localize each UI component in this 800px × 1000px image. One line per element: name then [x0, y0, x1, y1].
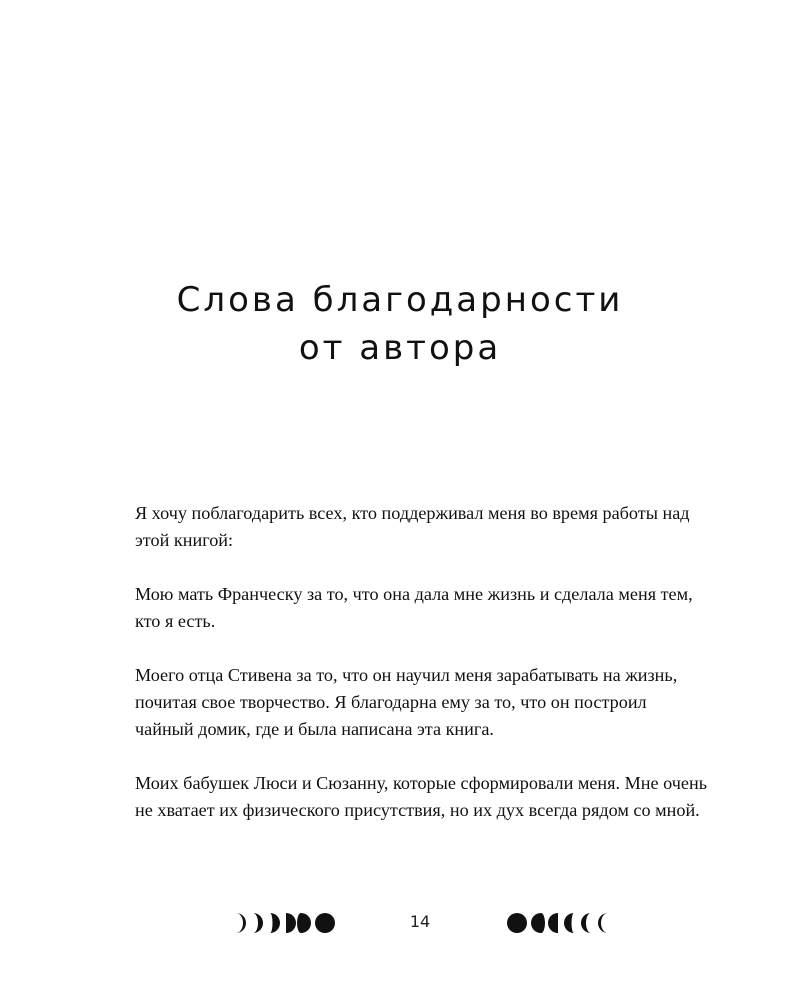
acknowledgements-body	[135, 500, 707, 824]
page-title-line-2: от автора	[298, 328, 502, 368]
paragraph: Я хочу поблагодарить всех, кто поддерживал меня во время работы над этой книгой:	[135, 503, 690, 550]
waning-moon-phases-icon	[506, 912, 616, 934]
page-title	[0, 276, 800, 372]
paragraph: Мою мать Франческу за то, что она дала мне жизнь и сделала меня тем, кто я есть.	[135, 584, 693, 631]
page-number: 14	[409, 912, 431, 931]
page-title-line-1: Слова благодарности	[176, 280, 624, 320]
page-footer	[0, 908, 800, 938]
paragraph: Моего отца Стивена за то, что он научил меня зарабатывать на жизнь, почитая свое творчество. Я благодарна ему за то, что он построил чайный домик, где и была написана эта книга.	[135, 665, 678, 739]
waxing-moon-phases-icon	[228, 912, 338, 934]
paragraph: Моих бабушек Люси и Сюзанну, которые сформировали меня. Мне очень не хватает их физического присутствия, но их дух всегда рядом со мной.	[135, 773, 708, 820]
